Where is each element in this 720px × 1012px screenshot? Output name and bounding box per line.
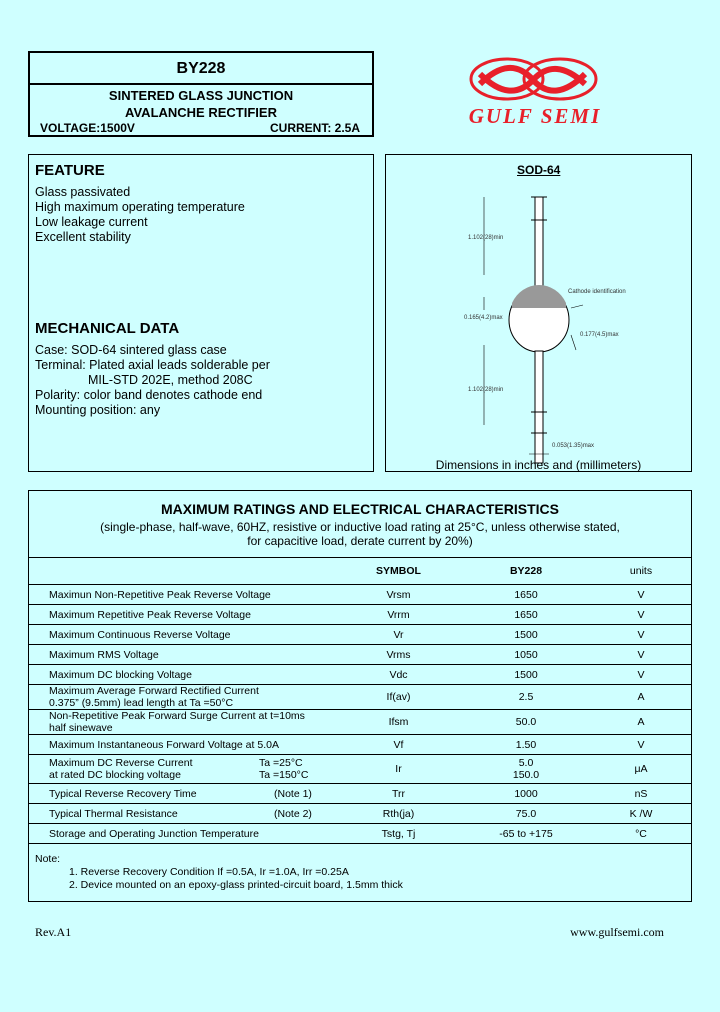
voltage-rating: VOLTAGE:1500V: [40, 121, 135, 135]
mechanical-item: Terminal: Plated axial leads solderable per: [35, 358, 270, 372]
package-caption: Dimensions in inches and (millimeters): [435, 458, 642, 472]
dim-band: Cathode identification: [568, 289, 626, 295]
table-row: Maximum Instantaneous Forward Voltage at 5.0A Vf 1.50 V: [29, 735, 691, 755]
table-row: Non-Repetitive Peak Forward Surge Current at t=10ms half sinewave Ifsm 50.0 A: [29, 710, 691, 735]
header-divider: [30, 83, 372, 85]
note-1: 1. Reverse Recovery Condition If =0.5A, Ir =1.0A, Irr =0.25A: [69, 866, 349, 878]
current-rating: CURRENT: 2.5A: [269, 121, 360, 135]
part-number: BY228: [176, 60, 226, 77]
table-row: Maximum Continuous Reverse Voltage Vr 1500 V: [29, 625, 691, 645]
logo-text: GULF SEMI: [468, 104, 602, 128]
feature-title: FEATURE: [35, 162, 105, 179]
package-name: SOD-64: [517, 163, 561, 177]
table-row: Typical Reverse Recovery Time (Note 1) Trr 1000 nS: [29, 784, 691, 804]
package-drawing: [386, 175, 691, 465]
dim-lead-dia: 0.053(1.35)max: [552, 443, 595, 449]
dim-lead-bot: 1.102(28)min: [468, 387, 504, 393]
mechanical-item: MIL-STD 202E, method 208C: [88, 373, 253, 387]
dim-body-dia: 0.165(4.2)max: [464, 315, 503, 321]
col-units: units: [591, 558, 691, 585]
title-line1: SINTERED GLASS JUNCTION: [108, 88, 294, 103]
mechanical-list: [35, 343, 270, 418]
ratings-table-wrap: [29, 557, 691, 844]
feature-item: Low leakage current: [35, 215, 148, 229]
header-box: [28, 51, 374, 137]
website[interactable]: www.gulfsemi.com: [570, 925, 664, 939]
dim-lead-top: 1.102(28)min: [468, 235, 504, 241]
mechanical-item: Polarity: color band denotes cathode end: [35, 388, 263, 402]
feature-box: [28, 154, 374, 472]
feature-list: [35, 185, 245, 245]
package-box: [385, 154, 692, 472]
table-row: Maximum Repetitive Peak Reverse Voltage Vrrm 1650 V: [29, 605, 691, 625]
table-header-row: [29, 558, 691, 585]
notes-title: Note:: [35, 853, 61, 865]
dim-body-len: 0.177(4.5)max: [580, 332, 619, 338]
table-row: Maximum RMS Voltage Vrms 1050 V: [29, 645, 691, 665]
feature-item: Glass passivated: [35, 185, 131, 199]
feature-item: Excellent stability: [35, 230, 131, 244]
table-row: Typical Thermal Resistance (Note 2) Rth(ja) 75.0 K /W: [29, 804, 691, 824]
table-row: Maximum DC Reverse Current Ta =25°C at rated DC blocking voltage Ta =150°C Ir 5.0 150.0 μA: [29, 755, 691, 784]
table-row: Maximum Average Forward Rectified Current 0.375” (9.5mm) lead length at Ta =50°C If(av) 2.5 A: [29, 685, 691, 710]
title-line2: AVALANCHE RECTIFIER: [125, 105, 277, 120]
mechanical-item: Case: SOD-64 sintered glass case: [35, 343, 227, 357]
table-bottom-rule: [29, 843, 691, 844]
ratings-subtitle1: (single-phase, half-wave, 60HZ, resistive or inductive load rating at 25°C, unless otherwise stated,: [100, 520, 620, 534]
gulf-semi-logo: [455, 52, 615, 132]
ratings-title: MAXIMUM RATINGS AND ELECTRICAL CHARACTERISTICS: [161, 501, 559, 517]
table-row: Maximum DC blocking Voltage Vdc 1500 V: [29, 665, 691, 685]
table-row: Storage and Operating Junction Temperature Tstg, Tj -65 to +175 °C: [29, 824, 691, 844]
ratings-box: [28, 490, 692, 902]
mechanical-title: MECHANICAL DATA: [35, 320, 180, 337]
col-part: BY228: [461, 558, 591, 585]
feature-item: High maximum operating temperature: [35, 200, 245, 214]
col-symbol: SYMBOL: [336, 558, 461, 585]
table-row: Maximun Non-Repetitive Peak Reverse Voltage Vrsm 1650 V: [29, 585, 691, 605]
mechanical-item: Mounting position: any: [35, 403, 161, 417]
ratings-subtitle2: for capacitive load, derate current by 20%): [247, 534, 473, 548]
ratings-table: [29, 557, 691, 843]
note-2: 2. Device mounted on an epoxy-glass printed-circuit board, 1.5mm thick: [69, 879, 403, 891]
revision: Rev.A1: [35, 925, 72, 939]
